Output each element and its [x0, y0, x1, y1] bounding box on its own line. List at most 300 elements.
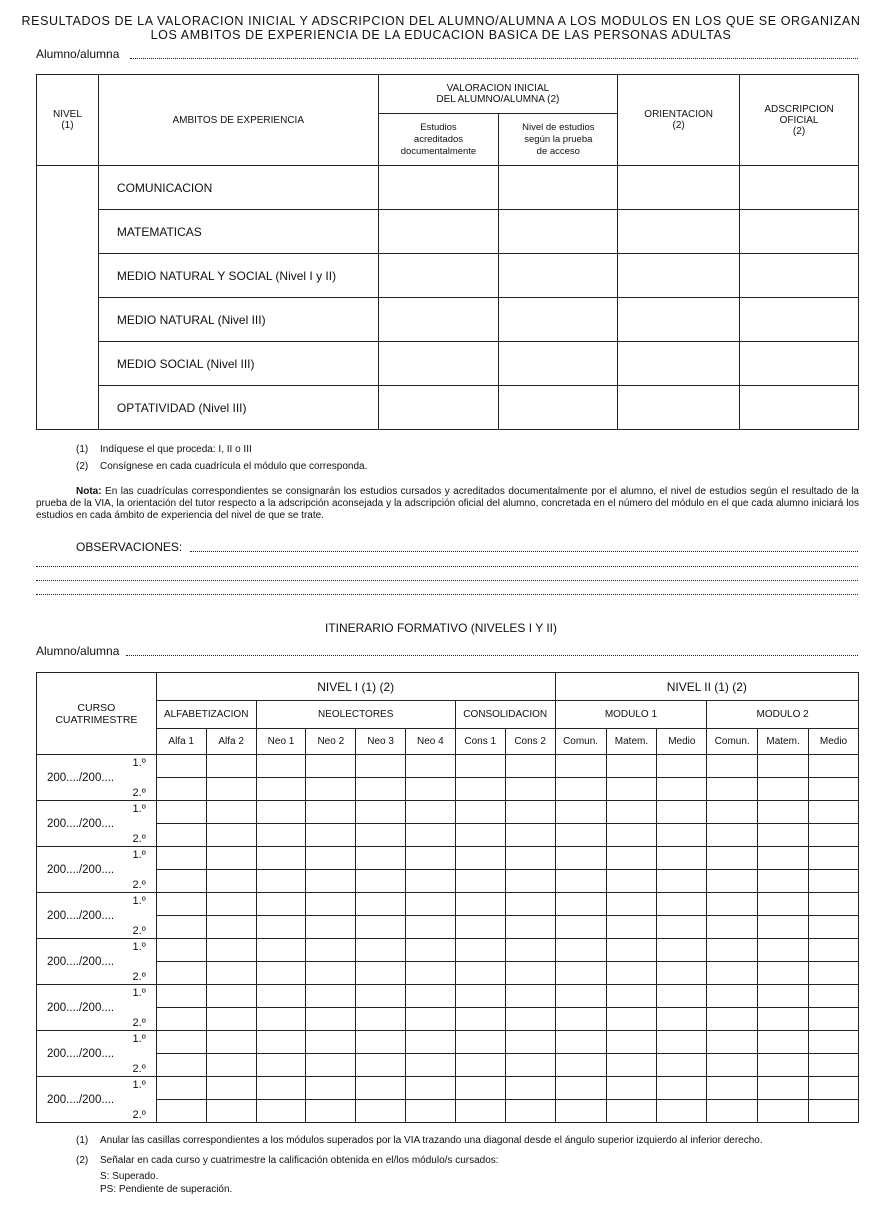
group-header: CONSOLIDACION — [455, 701, 555, 729]
grade-cell[interactable] — [809, 916, 859, 939]
grade-cell[interactable] — [555, 985, 606, 1008]
grade-cell[interactable] — [758, 847, 809, 870]
grade-cell[interactable] — [606, 939, 657, 962]
grade-cell[interactable] — [758, 755, 809, 778]
grade-cell[interactable] — [505, 801, 555, 824]
grade-cell[interactable] — [405, 939, 455, 962]
curso-year-label: 200..../200.... — [47, 771, 115, 784]
cell[interactable] — [618, 210, 740, 254]
grade-cell[interactable] — [809, 1077, 859, 1100]
grade-cell[interactable] — [555, 893, 606, 916]
grade-cell[interactable] — [555, 1031, 606, 1054]
grade-cell[interactable] — [505, 1100, 555, 1123]
grade-cell[interactable] — [156, 893, 206, 916]
grade-cell[interactable] — [256, 755, 306, 778]
observaciones-line[interactable] — [36, 580, 858, 581]
grade-cell[interactable] — [657, 1054, 707, 1077]
grade-cell[interactable] — [505, 870, 555, 893]
grade-cell[interactable] — [606, 1100, 657, 1123]
grade-cell[interactable] — [758, 1031, 809, 1054]
semester-2-label: 2.º — [132, 971, 146, 983]
grade-cell[interactable] — [758, 893, 809, 916]
grade-cell[interactable] — [206, 801, 256, 824]
footnote-2-1-number: (1) — [76, 1135, 89, 1146]
cell[interactable] — [378, 210, 499, 254]
grade-cell[interactable] — [707, 893, 758, 916]
cell[interactable] — [499, 210, 618, 254]
cell[interactable] — [618, 254, 740, 298]
cell[interactable] — [618, 166, 740, 210]
grade-cell[interactable] — [306, 1077, 356, 1100]
grade-cell[interactable] — [758, 962, 809, 985]
grade-cell[interactable] — [405, 962, 455, 985]
curso-cell[interactable] — [37, 939, 157, 985]
grade-cell[interactable] — [606, 962, 657, 985]
grade-cell[interactable] — [707, 916, 758, 939]
grade-cell[interactable] — [809, 870, 859, 893]
grade-cell[interactable] — [356, 985, 406, 1008]
grade-cell[interactable] — [356, 824, 406, 847]
grade-cell[interactable] — [356, 916, 406, 939]
grade-cell[interactable] — [707, 801, 758, 824]
grade-cell[interactable] — [405, 985, 455, 1008]
grade-cell[interactable] — [809, 778, 859, 801]
subcol-header: Neo 3 — [356, 729, 406, 755]
grade-cell[interactable] — [758, 824, 809, 847]
grade-cell[interactable] — [657, 939, 707, 962]
cell[interactable] — [618, 298, 740, 342]
cell[interactable] — [378, 298, 499, 342]
grade-cell[interactable] — [707, 985, 758, 1008]
grade-cell[interactable] — [306, 893, 356, 916]
grade-cell[interactable] — [809, 893, 859, 916]
grade-cell[interactable] — [505, 1077, 555, 1100]
grade-cell[interactable] — [306, 985, 356, 1008]
grade-cell[interactable] — [256, 1054, 306, 1077]
cell[interactable] — [378, 342, 499, 386]
grade-cell[interactable] — [657, 1077, 707, 1100]
grade-cell[interactable] — [606, 755, 657, 778]
grade-cell[interactable] — [707, 1031, 758, 1054]
grade-cell[interactable] — [356, 870, 406, 893]
grade-cell[interactable] — [455, 824, 505, 847]
grade-cell[interactable] — [156, 801, 206, 824]
grade-cell[interactable] — [606, 1077, 657, 1100]
grade-cell[interactable] — [405, 1077, 455, 1100]
subcol-header: Cons 1 — [455, 729, 505, 755]
grade-cell[interactable] — [405, 778, 455, 801]
grade-cell[interactable] — [707, 1054, 758, 1077]
grade-cell[interactable] — [405, 916, 455, 939]
grade-cell[interactable] — [455, 1031, 505, 1054]
grade-cell[interactable] — [356, 893, 406, 916]
cell[interactable] — [499, 342, 618, 386]
semester-2-label: 2.º — [132, 1017, 146, 1029]
observaciones-line[interactable] — [190, 551, 858, 552]
grade-cell[interactable] — [306, 1031, 356, 1054]
grade-cell[interactable] — [256, 916, 306, 939]
grade-cell[interactable] — [356, 1054, 406, 1077]
grade-cell[interactable] — [356, 1077, 406, 1100]
observaciones-line[interactable] — [36, 594, 858, 595]
grade-cell[interactable] — [555, 801, 606, 824]
semester-1-label: 1.º — [132, 895, 146, 907]
grade-cell[interactable] — [405, 1054, 455, 1077]
cell[interactable] — [740, 254, 859, 298]
grade-cell[interactable] — [809, 1031, 859, 1054]
grade-cell[interactable] — [505, 847, 555, 870]
grade-cell[interactable] — [606, 1054, 657, 1077]
grade-cell[interactable] — [657, 755, 707, 778]
grade-cell[interactable] — [256, 1008, 306, 1031]
grade-cell[interactable] — [657, 985, 707, 1008]
nivel2-header: NIVEL II (1) (2) — [555, 673, 858, 701]
grade-cell[interactable] — [455, 847, 505, 870]
grade-cell[interactable] — [555, 1054, 606, 1077]
grade-cell[interactable] — [306, 847, 356, 870]
nivel-cell[interactable] — [37, 166, 99, 430]
grade-cell[interactable] — [405, 801, 455, 824]
cell[interactable] — [499, 254, 618, 298]
group-header: MODULO 1 — [555, 701, 707, 729]
grade-cell[interactable] — [256, 962, 306, 985]
grade-cell[interactable] — [707, 847, 758, 870]
grade-cell[interactable] — [256, 824, 306, 847]
grade-cell[interactable] — [505, 893, 555, 916]
grade-cell[interactable] — [707, 962, 758, 985]
grade-cell[interactable] — [455, 755, 505, 778]
grade-cell[interactable] — [758, 1100, 809, 1123]
table-row — [37, 1100, 859, 1123]
grade-cell[interactable] — [306, 962, 356, 985]
grade-cell[interactable] — [356, 847, 406, 870]
grade-cell[interactable] — [758, 1054, 809, 1077]
cell[interactable] — [740, 298, 859, 342]
grade-cell[interactable] — [455, 1054, 505, 1077]
subcol-header: Matem. — [758, 729, 809, 755]
subcol-header: Comun. — [555, 729, 606, 755]
grade-cell[interactable] — [356, 939, 406, 962]
grade-cell[interactable] — [156, 1100, 206, 1123]
grade-cell[interactable] — [206, 824, 256, 847]
curso-cell[interactable] — [37, 1031, 157, 1077]
grade-cell[interactable] — [356, 1031, 406, 1054]
grade-cell[interactable] — [555, 1100, 606, 1123]
grade-cell[interactable] — [256, 847, 306, 870]
grade-cell[interactable] — [555, 824, 606, 847]
grade-cell[interactable] — [206, 870, 256, 893]
grade-cell[interactable] — [707, 755, 758, 778]
grade-cell[interactable] — [306, 824, 356, 847]
grade-cell[interactable] — [758, 801, 809, 824]
grade-cell[interactable] — [156, 985, 206, 1008]
grade-cell[interactable] — [455, 985, 505, 1008]
cell[interactable] — [740, 210, 859, 254]
grade-cell[interactable] — [156, 824, 206, 847]
grade-cell[interactable] — [306, 1054, 356, 1077]
grade-cell[interactable] — [657, 778, 707, 801]
grade-cell[interactable] — [206, 1100, 256, 1123]
grade-cell[interactable] — [758, 1077, 809, 1100]
cell[interactable] — [499, 166, 618, 210]
grade-cell[interactable] — [455, 893, 505, 916]
grade-cell[interactable] — [455, 1008, 505, 1031]
grade-cell[interactable] — [455, 939, 505, 962]
grade-cell[interactable] — [758, 985, 809, 1008]
grade-cell[interactable] — [555, 1077, 606, 1100]
grade-cell[interactable] — [809, 1054, 859, 1077]
grade-cell[interactable] — [606, 801, 657, 824]
grade-cell[interactable] — [306, 1008, 356, 1031]
curso-cell[interactable] — [37, 755, 157, 801]
grade-cell[interactable] — [657, 824, 707, 847]
grade-cell[interactable] — [405, 1031, 455, 1054]
grade-cell[interactable] — [206, 916, 256, 939]
grade-cell[interactable] — [606, 870, 657, 893]
grade-cell[interactable] — [657, 1008, 707, 1031]
grade-cell[interactable] — [707, 1008, 758, 1031]
grade-cell[interactable] — [555, 916, 606, 939]
grade-cell[interactable] — [356, 801, 406, 824]
nivel-header: NIVEL (1) — [37, 75, 99, 166]
grade-cell[interactable] — [707, 1100, 758, 1123]
grade-cell[interactable] — [555, 778, 606, 801]
grade-cell[interactable] — [555, 939, 606, 962]
grade-cell[interactable] — [356, 1100, 406, 1123]
grade-cell[interactable] — [758, 870, 809, 893]
cell[interactable] — [618, 342, 740, 386]
grade-cell[interactable] — [256, 985, 306, 1008]
grade-cell[interactable] — [707, 939, 758, 962]
grade-cell[interactable] — [405, 1008, 455, 1031]
grade-cell[interactable] — [809, 847, 859, 870]
grade-cell[interactable] — [306, 939, 356, 962]
grade-cell[interactable] — [405, 755, 455, 778]
grade-cell[interactable] — [455, 962, 505, 985]
grade-cell[interactable] — [657, 893, 707, 916]
grade-cell[interactable] — [809, 985, 859, 1008]
cell[interactable] — [618, 386, 740, 430]
semester-2-label: 2.º — [132, 833, 146, 845]
grade-cell[interactable] — [606, 1008, 657, 1031]
page-title-line1: RESULTADOS DE LA VALORACION INICIAL Y ADSCRIPCION DEL ALUMNO/ALUMNA A LOS MODULOS EN LOS QUE SE ORGANIZAN — [21, 14, 861, 28]
grade-cell[interactable] — [505, 755, 555, 778]
grade-cell[interactable] — [707, 1077, 758, 1100]
grade-cell[interactable] — [156, 1077, 206, 1100]
grade-cell[interactable] — [455, 1077, 505, 1100]
subcol-header: Matem. — [606, 729, 657, 755]
grade-cell[interactable] — [505, 985, 555, 1008]
grade-cell[interactable] — [256, 870, 306, 893]
grade-cell[interactable] — [455, 778, 505, 801]
grade-cell[interactable] — [156, 778, 206, 801]
orientacion-header: ORIENTACION (2) — [618, 75, 740, 166]
grade-cell[interactable] — [455, 801, 505, 824]
grade-cell[interactable] — [156, 847, 206, 870]
nota-text: En las cuadrículas correspondientes se consignarán los estudios cursados y acreditados documentalmente por el alumno, el nivel de estudios según el resultado de la prueba de la VIA, la orientación del tutor respecto a la adscripción aconsejada y la adscripción oficial del alumno, concretada en el número del módulo en el que cada alumno iniciará los estudios en cada ámbito de experiencia del nivel de que se trate. — [36, 486, 859, 521]
grade-cell[interactable] — [306, 778, 356, 801]
grade-cell[interactable] — [555, 962, 606, 985]
grade-cell[interactable] — [356, 755, 406, 778]
grade-cell[interactable] — [306, 801, 356, 824]
grade-cell[interactable] — [206, 778, 256, 801]
footnote-2: Consígnese en cada cuadrícula el módulo que corresponda. — [100, 461, 368, 472]
grade-cell[interactable] — [405, 893, 455, 916]
grade-cell[interactable] — [405, 824, 455, 847]
itinerario-table — [36, 672, 859, 1123]
alumno-field-2[interactable] — [126, 655, 858, 656]
grade-cell[interactable] — [555, 870, 606, 893]
grade-cell[interactable] — [606, 985, 657, 1008]
grade-cell[interactable] — [156, 962, 206, 985]
cell[interactable] — [740, 386, 859, 430]
grade-cell[interactable] — [405, 1100, 455, 1123]
grade-cell[interactable] — [758, 939, 809, 962]
grade-cell[interactable] — [156, 870, 206, 893]
grade-cell[interactable] — [256, 778, 306, 801]
grade-cell[interactable] — [306, 1100, 356, 1123]
grade-cell[interactable] — [156, 1054, 206, 1077]
grade-cell[interactable] — [206, 962, 256, 985]
cell[interactable] — [378, 386, 499, 430]
grade-cell[interactable] — [256, 1100, 306, 1123]
grade-cell[interactable] — [306, 870, 356, 893]
grade-cell[interactable] — [505, 962, 555, 985]
cell[interactable] — [740, 342, 859, 386]
grade-cell[interactable] — [455, 1100, 505, 1123]
grade-cell[interactable] — [707, 824, 758, 847]
grade-cell[interactable] — [809, 801, 859, 824]
grade-cell[interactable] — [156, 1008, 206, 1031]
grade-cell[interactable] — [256, 801, 306, 824]
grade-cell[interactable] — [809, 755, 859, 778]
grade-cell[interactable] — [156, 939, 206, 962]
grade-cell[interactable] — [206, 847, 256, 870]
grade-cell[interactable] — [256, 1077, 306, 1100]
grade-cell[interactable] — [455, 870, 505, 893]
subcol-header: Comun. — [707, 729, 758, 755]
cell[interactable] — [378, 166, 499, 210]
grade-cell[interactable] — [657, 847, 707, 870]
grade-cell[interactable] — [206, 985, 256, 1008]
grade-cell[interactable] — [156, 916, 206, 939]
curso-cell[interactable] — [37, 985, 157, 1031]
alumno-field[interactable] — [130, 58, 858, 59]
grade-cell[interactable] — [809, 1008, 859, 1031]
grade-cell[interactable] — [505, 939, 555, 962]
grade-cell[interactable] — [455, 916, 505, 939]
cell[interactable] — [378, 254, 499, 298]
curso-cell[interactable] — [37, 893, 157, 939]
grade-cell[interactable] — [405, 847, 455, 870]
grade-cell[interactable] — [206, 893, 256, 916]
grade-cell[interactable] — [606, 893, 657, 916]
grade-cell[interactable] — [505, 1008, 555, 1031]
table-row — [37, 778, 859, 801]
grade-cell[interactable] — [156, 1031, 206, 1054]
semester-2-label: 2.º — [132, 1063, 146, 1075]
grade-cell[interactable] — [356, 962, 406, 985]
cell[interactable] — [499, 386, 618, 430]
grade-cell[interactable] — [809, 962, 859, 985]
curso-cell[interactable] — [37, 801, 157, 847]
grade-cell[interactable] — [707, 870, 758, 893]
cell[interactable] — [499, 298, 618, 342]
observaciones-line[interactable] — [36, 566, 858, 567]
grade-cell[interactable] — [206, 1031, 256, 1054]
grade-cell[interactable] — [657, 916, 707, 939]
grade-cell[interactable] — [657, 1100, 707, 1123]
grade-cell[interactable] — [256, 939, 306, 962]
semester-1-label: 1.º — [132, 757, 146, 769]
curso-cell[interactable] — [37, 847, 157, 893]
grade-cell[interactable] — [758, 1008, 809, 1031]
grade-cell[interactable] — [657, 870, 707, 893]
curso-cell[interactable] — [37, 1077, 157, 1123]
grade-cell[interactable] — [555, 755, 606, 778]
grade-cell[interactable] — [758, 778, 809, 801]
subcol-header: Alfa 2 — [206, 729, 256, 755]
grade-cell[interactable] — [505, 778, 555, 801]
grade-cell[interactable] — [657, 801, 707, 824]
grade-cell[interactable] — [206, 1008, 256, 1031]
semester-2-label: 2.º — [132, 879, 146, 891]
grade-cell[interactable] — [758, 916, 809, 939]
grade-cell[interactable] — [405, 870, 455, 893]
table-row — [37, 985, 859, 1008]
semester-1-label: 1.º — [132, 803, 146, 815]
grade-cell[interactable] — [606, 847, 657, 870]
grade-cell[interactable] — [206, 1054, 256, 1077]
grade-cell[interactable] — [306, 916, 356, 939]
grade-cell[interactable] — [356, 1008, 406, 1031]
ambito-label: MEDIO SOCIAL (Nivel III) — [98, 342, 378, 386]
grade-cell[interactable] — [206, 755, 256, 778]
grade-cell[interactable] — [707, 778, 758, 801]
subcol-header: Neo 2 — [306, 729, 356, 755]
grade-cell[interactable] — [156, 755, 206, 778]
grade-cell[interactable] — [606, 824, 657, 847]
table-row — [37, 1008, 859, 1031]
valoracion-table — [36, 74, 859, 430]
curso-year-label: 200..../200.... — [47, 955, 115, 968]
page-title-line2: LOS AMBITOS DE EXPERIENCIA DE LA EDUCACION BASICA DE LAS PERSONAS ADULTAS — [150, 28, 732, 42]
grade-cell[interactable] — [505, 1054, 555, 1077]
grade-cell[interactable] — [606, 1031, 657, 1054]
grade-cell[interactable] — [606, 778, 657, 801]
footnote-2-2-number: (2) — [76, 1155, 89, 1166]
grade-cell[interactable] — [256, 1031, 306, 1054]
grade-cell[interactable] — [505, 824, 555, 847]
grade-cell[interactable] — [256, 893, 306, 916]
grade-cell[interactable] — [306, 755, 356, 778]
grade-cell[interactable] — [606, 916, 657, 939]
grade-cell[interactable] — [809, 1100, 859, 1123]
grade-cell[interactable] — [206, 1077, 256, 1100]
grade-cell[interactable] — [809, 824, 859, 847]
grade-cell[interactable] — [555, 847, 606, 870]
grade-cell[interactable] — [356, 778, 406, 801]
grade-cell[interactable] — [505, 916, 555, 939]
cell[interactable] — [740, 166, 859, 210]
grade-cell[interactable] — [657, 1031, 707, 1054]
grade-cell[interactable] — [555, 1008, 606, 1031]
grade-cell[interactable] — [657, 962, 707, 985]
grade-cell[interactable] — [809, 939, 859, 962]
grade-cell[interactable] — [206, 939, 256, 962]
grade-cell[interactable] — [505, 1031, 555, 1054]
table-row — [37, 824, 859, 847]
